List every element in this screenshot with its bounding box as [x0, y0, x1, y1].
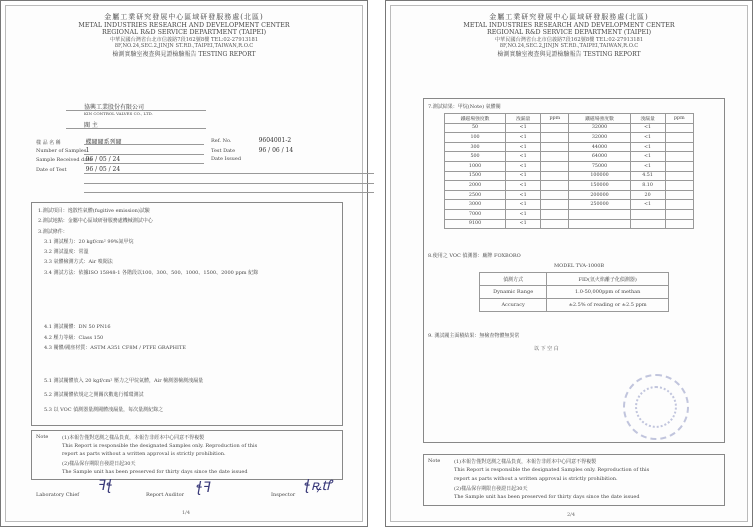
table-cell: <1 [630, 133, 665, 143]
table-cell [665, 200, 693, 210]
detector-spec-table [479, 272, 669, 312]
address-cn: 中華民國台灣省台北市信義路7段162號8樓 TEL:02-27913181 [494, 37, 644, 43]
field-value: 96 / 05 / 24 [85, 156, 121, 163]
table-cell [541, 181, 569, 191]
table-cell: <1 [630, 200, 665, 210]
spec-row [480, 286, 669, 299]
table-cell: 32000 [569, 133, 630, 143]
table-header: 洩漏量 [630, 114, 665, 124]
table-cell: <1 [506, 171, 541, 181]
table-row [445, 171, 694, 181]
spec-value: FID(氫火焰離子化偵測器) [547, 273, 669, 286]
field-value: 96 / 06 / 14 [258, 147, 294, 154]
org-name-cn: 金屬工業研究發展中心區域研發服務處(北區) [489, 13, 649, 21]
table-cell: 100 [445, 133, 506, 143]
table-header-row [445, 114, 694, 124]
section-8-title: 8.使用之 VOC 偵測器：廠牌 FOXBORO [428, 253, 521, 259]
applicant-value: 協興工業股份有限公司 [84, 104, 145, 111]
method-line: 4.1 測試閥體：DN 50 PN16 [44, 324, 111, 330]
note-line: (1)本報告僅對送測之樣品負責，本報告非經本中心同意不得複製 [454, 459, 597, 465]
table-cell: <1 [506, 142, 541, 152]
table-header: 鐵磁場強度數 [445, 114, 506, 124]
page-number: 2/4 [567, 512, 576, 518]
field-label: Ref. No. [211, 138, 232, 144]
table-cell: 1000 [445, 161, 506, 171]
note-line: (1)本報告僅對送測之樣品負責，本報告非經本中心同意不得複製 [62, 435, 205, 441]
note-line: (2)樣品保存期限自發證日起30天 [454, 486, 528, 492]
table-cell: 3000 [445, 200, 506, 210]
table-cell: 500 [445, 152, 506, 162]
field-label: Sample Received date [36, 157, 93, 163]
sample-value: 閥 主 [84, 122, 98, 129]
table-cell [665, 133, 693, 143]
field-row-1 [36, 147, 89, 154]
address-cn: 中華民國台灣省台北市信義路7段162號8樓 TEL:02-27913181 [109, 37, 259, 43]
method-line: 5.1 測試閥體放入 20 kgf/cm² 壓力之甲烷氣體，Air 檢測器檢測洩漏量 [44, 378, 204, 384]
table-row [445, 142, 694, 152]
table-header: ppm [541, 114, 569, 124]
report-sheet-1 [5, 5, 363, 522]
detector-model: MODEL TVA-1000B [554, 263, 605, 269]
note-line: (2)樣品保存期限自發證日起30天 [62, 461, 136, 467]
table-cell [541, 190, 569, 200]
report-sheet-2 [390, 5, 748, 522]
table-cell [665, 161, 693, 171]
report-page-2 [385, 0, 753, 527]
detection-table [444, 113, 694, 229]
table-row [445, 200, 694, 210]
table-cell: 200000 [569, 190, 630, 200]
table-cell [665, 123, 693, 133]
table-cell: <1 [630, 142, 665, 152]
field-value: 1 [85, 147, 90, 154]
note-label: Note [428, 458, 441, 464]
footer-label-1: Report Auditor [146, 492, 184, 498]
table-cell [665, 142, 693, 152]
table-cell: <1 [506, 161, 541, 171]
table-cell: <1 [506, 123, 541, 133]
method-line: 1.測試項目：逸散性氣體(fugitive emission)試驗 [38, 208, 150, 214]
method-line: 5.3 以 VOC 偵測器量測閥體洩漏量，每次量測紀錄之 [44, 407, 164, 413]
method-line: 5.2 測試閥體依規定之開關次數進行循環測試 [44, 392, 144, 398]
table-cell [541, 152, 569, 162]
table-cell [665, 171, 693, 181]
field-label: Number of Samples [36, 148, 87, 154]
address-en: 8F,NO.24,SEC.2,JINJN ST.RD.,TAIPEI,TAIWAN,R.O.C [499, 43, 639, 49]
method-line: 3.2 測試溫度：常溫 [44, 249, 89, 255]
end-of-report-line: 以 下 空 白 [534, 346, 559, 352]
table-cell: 150000 [569, 181, 630, 191]
table-cell: 7000 [445, 209, 506, 219]
address-en: 8F,NO.24,SEC.2,JINJN ST.RD.,TAIPEI,TAIWAN,R.O.C [114, 43, 254, 49]
org-name-cn: 金屬工業研究發展中心區域研發服務處(北區) [104, 13, 264, 21]
table-cell: 300 [445, 142, 506, 152]
field-label: Date of Test [36, 167, 67, 173]
note-line: This Report is responsible the designated Samples only. Reproduction of this [454, 467, 650, 473]
method-line: 4.3 閥體/閥座材質：ASTM A351 CF8M / PTFE GRAPHITE [44, 345, 186, 351]
table-row [445, 209, 694, 219]
table-cell: 8.10 [630, 181, 665, 191]
applicant-en: KIN CONTROL VALVES CO., LTD. [84, 111, 153, 116]
section-9-title: 9. 測試閥主面積結果：無檢查物體無異常 [428, 333, 520, 339]
table-cell [665, 181, 693, 191]
note-line: report as parts without a written approval is strictly prohibition. [62, 451, 226, 457]
table-cell: 2000 [445, 181, 506, 191]
table-cell: <1 [506, 200, 541, 210]
table-row [445, 219, 694, 229]
page-header [391, 12, 747, 58]
table-cell [665, 190, 693, 200]
method-line: 3.3 氣體檢測方式：Air 嗅聞法 [44, 259, 113, 265]
org-name-en: METAL INDUSTRIES RESEARCH AND DEVELOPMENT CENTER [463, 22, 675, 29]
table-cell [569, 209, 630, 219]
note-box [423, 454, 725, 506]
method-line: 3.1 測試壓力：20 kgf/cm² 99%氮甲烷 [44, 239, 134, 245]
table-header: 鐵磁場強度數 [569, 114, 630, 124]
table-cell [569, 219, 630, 229]
table-cell [630, 209, 665, 219]
table-cell: <1 [506, 190, 541, 200]
right-field-2 [211, 156, 259, 162]
dept-name-en: REGIONAL R&D SERVICE DEPARTMENT (TAIPEI) [101, 29, 267, 36]
table-cell [541, 161, 569, 171]
spec-label: Accuracy [480, 299, 547, 312]
table-row [445, 181, 694, 191]
method-line: 3.4 測試方法：依據ISO 15848-1 各階段以100、300、500、1000、1500、2000 ppm 紀錄 [44, 270, 259, 276]
note-label: Note [36, 434, 49, 440]
footer-label-0: Laboratory Chief [36, 492, 80, 498]
table-cell: <1 [506, 152, 541, 162]
table-header: 洩漏量 [506, 114, 541, 124]
field-value: 96 / 05 / 24 [85, 166, 121, 173]
table-cell: <1 [630, 161, 665, 171]
table-cell: 64000 [569, 152, 630, 162]
table-cell: 2500 [445, 190, 506, 200]
table-cell: 250000 [569, 200, 630, 210]
right-field-1 [211, 147, 293, 154]
field-label: Date Issued [211, 156, 242, 162]
org-name-en: METAL INDUSTRIES RESEARCH AND DEVELOPMENT CENTER [78, 22, 290, 29]
spec-value: 1.0-50,000ppm of methan [547, 286, 669, 299]
table-cell: 44000 [569, 142, 630, 152]
field-value: 9604001-2 [258, 137, 292, 144]
table-cell: <1 [506, 219, 541, 229]
table-cell: 9100 [445, 219, 506, 229]
table-cell [541, 123, 569, 133]
field-row-3 [36, 166, 120, 173]
spec-row [480, 273, 669, 286]
method-line: 2.測試地點：金屬中心區域研發服務處機械測試中心 [38, 218, 153, 224]
table-header: ppm [665, 114, 693, 124]
signature-auditor: ꞎꟻ [196, 480, 211, 496]
table-cell: <1 [630, 152, 665, 162]
note-box [31, 430, 343, 480]
test-method-box [31, 202, 343, 426]
table-row [445, 152, 694, 162]
note-line: The Sample unit has been preserved for thirty days since the date issued [454, 494, 640, 500]
page-header [6, 12, 362, 58]
table-cell [541, 133, 569, 143]
table-cell: 75000 [569, 161, 630, 171]
table-cell: 50 [445, 123, 506, 133]
table-cell [541, 142, 569, 152]
footer-label-2: Inspector [271, 492, 296, 498]
note-line: This Report is responsible the designated Samples only. Reproduction of this [62, 443, 258, 449]
note-line: report as parts without a written approval is strictly prohibition. [454, 476, 618, 482]
spec-label: Dynamic Range [480, 286, 547, 299]
page-number: 1/4 [182, 510, 191, 516]
table-cell [630, 219, 665, 229]
spec-value: ±2.5% of reading or ±2.5 ppm [547, 299, 669, 312]
signature-inspector: ꞎꝶꝷ [304, 478, 332, 494]
table-cell [665, 152, 693, 162]
field-label: Test Date [211, 148, 236, 154]
table-cell: 1500 [445, 171, 506, 181]
method-line: 3.測試條件： [38, 229, 68, 235]
table-cell [541, 219, 569, 229]
table-cell: <1 [630, 123, 665, 133]
table-row [445, 161, 694, 171]
section-7-title: 7.測試結果：甲烷(Note) 氣體閥 [428, 104, 501, 110]
official-seal-inner [635, 386, 677, 428]
spec-row [480, 299, 669, 312]
field-value: 蝶閥閥系列閥 [85, 139, 122, 146]
right-field-0 [211, 137, 291, 144]
table-cell [541, 200, 569, 210]
report-title: 檢測實驗室複查與見證檢驗報告 TESTING REPORT [112, 51, 256, 58]
table-cell: 32000 [569, 123, 630, 133]
table-cell: 100000 [569, 171, 630, 181]
spec-label: 偵測方式 [480, 273, 547, 286]
report-page-1 [0, 0, 368, 527]
field-row-2 [36, 156, 120, 163]
report-title: 檢測實驗室複查與見證檢驗報告 TESTING REPORT [497, 51, 641, 58]
table-cell [665, 219, 693, 229]
table-cell [541, 209, 569, 219]
method-line: 4.2 壓力等級：Class 150 [44, 335, 104, 341]
note-line: The Sample unit has been preserved for thirty days since the date issued [62, 469, 248, 475]
table-row [445, 123, 694, 133]
table-cell [541, 171, 569, 181]
signature-chief: ꟻꞎ [98, 478, 113, 494]
table-cell: <1 [506, 209, 541, 219]
table-cell: 20 [630, 190, 665, 200]
table-cell: 4.51 [630, 171, 665, 181]
table-cell: <1 [506, 181, 541, 191]
table-row [445, 133, 694, 143]
table-cell: <1 [506, 133, 541, 143]
dept-name-en: REGIONAL R&D SERVICE DEPARTMENT (TAIPEI) [486, 29, 652, 36]
table-cell [665, 209, 693, 219]
table-row [445, 190, 694, 200]
field-label: 樣 品 名 稱 [36, 140, 61, 146]
